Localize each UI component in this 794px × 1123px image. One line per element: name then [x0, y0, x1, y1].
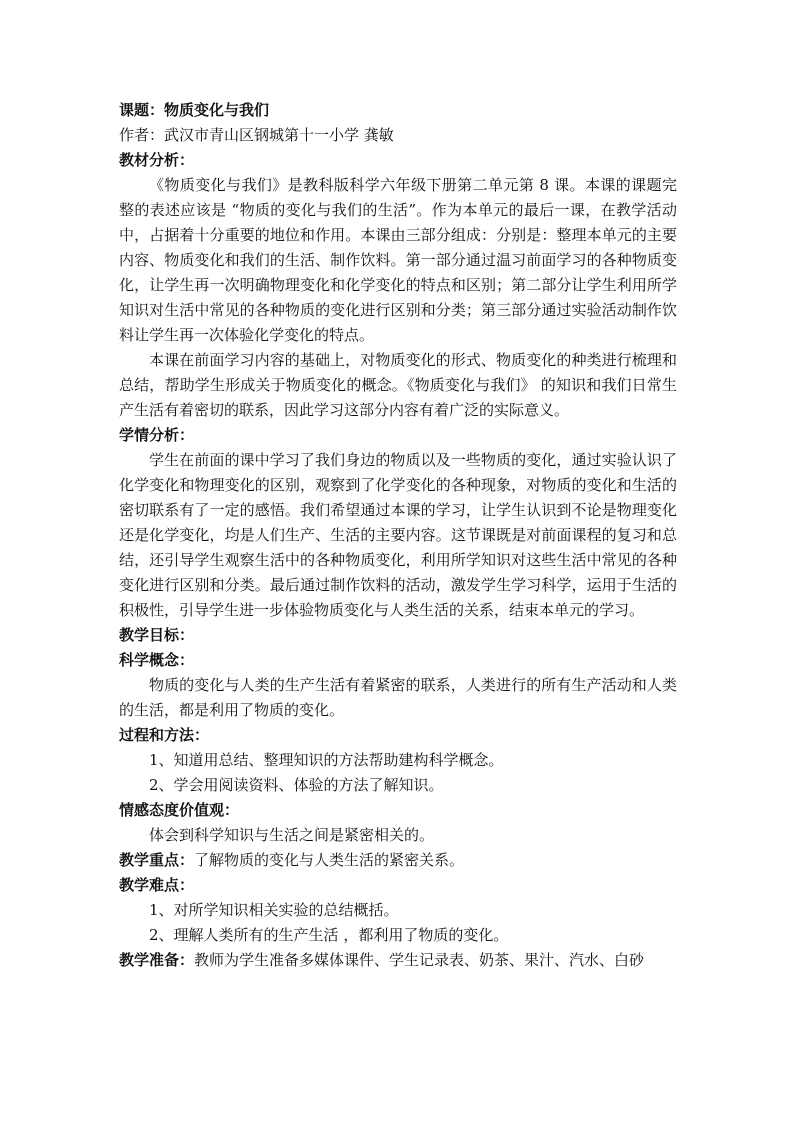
teaching-goals-heading: 教学目标： [119, 626, 195, 644]
difficulty-item-1: 1、对所学知识相关实验的总结概括。 [149, 901, 399, 919]
lesson-title-label: 课题： [119, 101, 165, 119]
lesson-title [119, 98, 677, 123]
difficulty-item-2: 2、理解人类所有的生产生活 ，都利用了物质的变化。 [149, 926, 509, 944]
process-method-item-2: 2、学会用阅读资料、体验的方法了解知识。 [149, 776, 444, 794]
difficulty-heading: 教学难点： [119, 876, 195, 894]
key-point-text: 了解物质的变化与人类生活的紧密关系。 [194, 851, 465, 869]
author-label: 作者： [119, 126, 165, 144]
author-line [119, 123, 677, 148]
emotion-attitude-text: 体会到科学知识与生活之间是紧密相关的。 [149, 826, 435, 844]
preparation-line [119, 948, 677, 973]
science-concept-text: 物质的变化与人类的生产生活有着紧密的联系，人类进行的所有生产活动和人类的生活，都是利用了物质的变化。 [119, 676, 677, 719]
process-method-heading: 过程和方法： [119, 726, 210, 744]
key-point-label: 教学重点： [119, 851, 195, 869]
author-text: 武汉市青山区钢城第十一小学 龚敏 [164, 126, 394, 144]
preparation-label: 教学准备： [119, 951, 195, 969]
science-concept-heading: 科学概念： [119, 651, 195, 669]
textbook-analysis-paragraph-1: 《物质变化与我们》是教科版科学六年级下册第二单元第 8 课。本课的课题完整的表述应该是 “物质的变化与我们的生活”。作为本单元的最后一课，在教学活动中，占据着十分重要的地位和作用。本课由三部分组成：分别是：整理本单元的主要内容、物质变化和我们的生活、制作饮料。第一部分通过温习前面学习的各种物质变化，让学生再一次明确物理变化和化学变化的特点和区别；第二部分让学生利用所学知识对生活中常见的各种物质的变化进行区别和分类；第三部分通过实验活动制作饮料让学生再一次体验化学变化的特点。 [119, 176, 677, 344]
process-method-item-1: 1、知道用总结、整理知识的方法帮助建构科学概念。 [149, 751, 504, 769]
textbook-analysis-heading: 教材分析： [119, 151, 195, 169]
textbook-analysis-paragraph-2: 本课在前面学习内容的基础上，对物质变化的形式、物质变化的种类进行梳理和总结，帮助学生形成关于物质变化的概念。《物质变化与我们》 的知识和我们日常生产生活有着密切的联系，因此学习这部分内容有着广泛的实际意义。 [119, 351, 677, 419]
lesson-title-text: 物质变化与我们 [164, 101, 270, 119]
emotion-attitude-heading: 情感态度价值观： [119, 801, 240, 819]
student-analysis-paragraph: 学生在前面的课中学习了我们身边的物质以及一些物质的变化，通过实验认识了化学变化和物理变化的区别，观察到了化学变化的各种现象，对物质的变化和生活的密切联系有了一定的感悟。我们希望通过本课的学习，让学生认识到不论是物理变化还是化学变化，均是人们生产、生活的主要内容。这节课既是对前面课程的复习和总结，还引导学生观察生活中的各种物质变化，利用所学知识对这些生活中常见的各种变化进行区别和分类。最后通过制作饮料的活动，激发学生学习科学，运用于生活的积极性，引导学生进一步体验物质变化与人类生活的关系，结束本单元的学习。 [119, 451, 677, 619]
preparation-text: 教师为学生准备多媒体课件、学生记录表、奶茶、果汁、汽水、白砂 [194, 951, 645, 969]
document-page [119, 98, 677, 973]
student-analysis-heading: 学情分析： [119, 426, 195, 444]
key-point-line [119, 848, 677, 873]
